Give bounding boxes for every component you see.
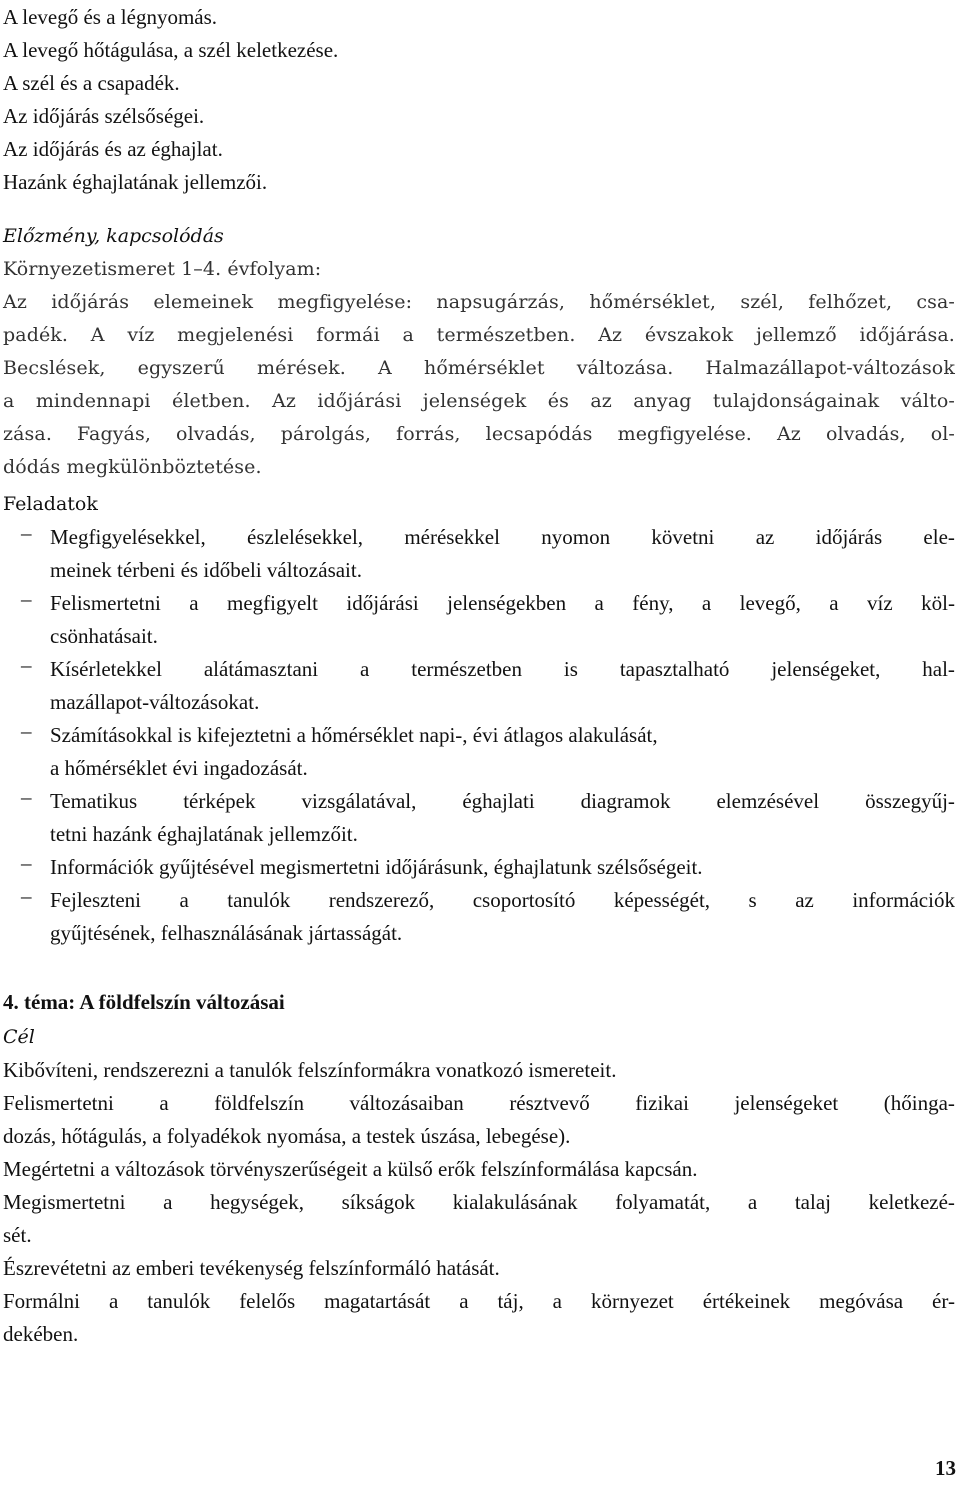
task-line: csönhatásait. — [50, 624, 158, 648]
dash-bullet: – — [21, 884, 32, 908]
task-line: mazállapot-változásokat. — [50, 690, 260, 714]
tasks-section — [3, 488, 955, 950]
goal-line: Megismertetni a hegységek, síkságok kialakulásának folyamatát, a talaj keletkezé- — [3, 1190, 955, 1214]
page-number: 13 — [935, 1456, 956, 1480]
prerequisite-line: Az időjárás elemeinek megfigyelése: napsugárzás, hőmérséklet, szél, felhőzet, csa- — [3, 291, 955, 313]
task-item — [3, 587, 955, 653]
task-item — [3, 884, 955, 950]
dash-bullet: – — [21, 785, 32, 809]
goal-heading: Cél — [3, 1026, 35, 1048]
dash-bullet: – — [21, 851, 32, 875]
topic-list-line: Hazánk éghajlatának jellemzői. — [3, 170, 268, 194]
task-line: Fejleszteni a tanulók rendszerező, csoportosító képességét, s az információk — [50, 888, 955, 912]
prerequisite-line: zása. Fagyás, olvadás, párolgás, forrás, lecsapódás megfigyelése. Az olvadás, ol- — [3, 423, 955, 445]
task-item — [3, 785, 955, 851]
prerequisite-heading: Előzmény, kapcsolódás — [3, 225, 224, 247]
task-line: meinek térbeni és időbeli változásait. — [50, 558, 362, 582]
dash-bullet: – — [21, 521, 32, 545]
task-line: gyűjtésének, felhasználásának jártasságát. — [50, 921, 403, 945]
prerequisite-line: dódás megkülönböztetése. — [3, 456, 262, 478]
topic-list-line: Az időjárás szélsőségei. — [3, 104, 205, 128]
topic-section — [3, 986, 955, 1351]
task-line: Felismertetni a megfigyelt időjárási jelenségekben a fény, a levegő, a víz köl- — [50, 591, 955, 615]
task-line: tetni hazánk éghajlatának jellemzőit. — [50, 822, 358, 846]
task-line: Információk gyűjtésével megismertetni időjárásunk, éghajlatunk szélsőségeit. — [50, 855, 703, 879]
task-item — [3, 653, 955, 719]
task-line: Tematikus térképek vizsgálatával, éghajlati diagramok elemzésével összegyűj- — [50, 789, 955, 813]
task-line: a hőmérséklet évi ingadozását. — [50, 756, 308, 780]
goal-line: Felismertetni a földfelszín változásaiban résztvevő fizikai jelenségeket (hőinga- — [3, 1091, 955, 1115]
task-item — [3, 851, 955, 884]
task-item — [3, 719, 955, 785]
task-line: Megfigyelésekkel, észlelésekkel, mérésekkel nyomon követni az időjárás ele- — [50, 525, 955, 549]
task-item — [3, 521, 955, 587]
goal-line: Kibővíteni, rendszerezni a tanulók felszínformákra vonatkozó ismereteit. — [3, 1058, 617, 1082]
prerequisite-line: Környezetismeret 1–4. évfolyam: — [3, 258, 322, 280]
topic-list-line: A levegő hőtágulása, a szél keletkezése. — [3, 38, 339, 62]
goal-line: dekében. — [3, 1322, 79, 1346]
goal-line: sét. — [3, 1223, 32, 1247]
goal-line: Megértetni a változások törvényszerűségeit a külső erők felszínformálása kapcsán. — [3, 1157, 698, 1181]
topic-list-line: Az időjárás és az éghajlat. — [3, 137, 223, 161]
prerequisite-line: Becslések, egyszerű mérések. A hőmérséklet változása. Halmazállapot-változások — [3, 357, 955, 379]
task-line: Kísérletekkel alátámasztani a természetben is tapasztalható jelenségeket, hal- — [50, 657, 955, 681]
prerequisite-line: padék. A víz megjelenési formái a természetben. Az évszakok jellemző időjárása. — [3, 324, 955, 346]
dash-bullet: – — [21, 719, 32, 743]
dash-bullet: – — [21, 587, 32, 611]
goal-line: dozás, hőtágulás, a folyadékok nyomása, a testek úszása, lebegése). — [3, 1124, 571, 1148]
prerequisite-line: a mindennapi életben. Az időjárási jelenségek és az anyag tulajdonságainak válto- — [3, 390, 955, 412]
tasks-heading: Feladatok — [3, 493, 98, 515]
topic-list-line: A levegő és a légnyomás. — [3, 5, 218, 29]
goal-line: Formálni a tanulók felelős magatartását a táj, a környezet értékeinek megóvása ér- — [3, 1289, 955, 1313]
topic-list-line: A szél és a csapadék. — [3, 71, 180, 95]
topic-list — [3, 1, 955, 199]
document-page — [3, 1, 955, 1351]
goal-line: Észrevétetni az emberi tevékenység felszínformáló hatását. — [3, 1256, 500, 1280]
topic-title: 4. téma: A földfelszín változásai — [3, 990, 285, 1014]
prerequisite-section — [3, 220, 955, 484]
task-line: Számításokkal is kifejeztetni a hőmérséklet napi-, évi átlagos alakulását, — [50, 723, 658, 747]
dash-bullet: – — [21, 653, 32, 677]
